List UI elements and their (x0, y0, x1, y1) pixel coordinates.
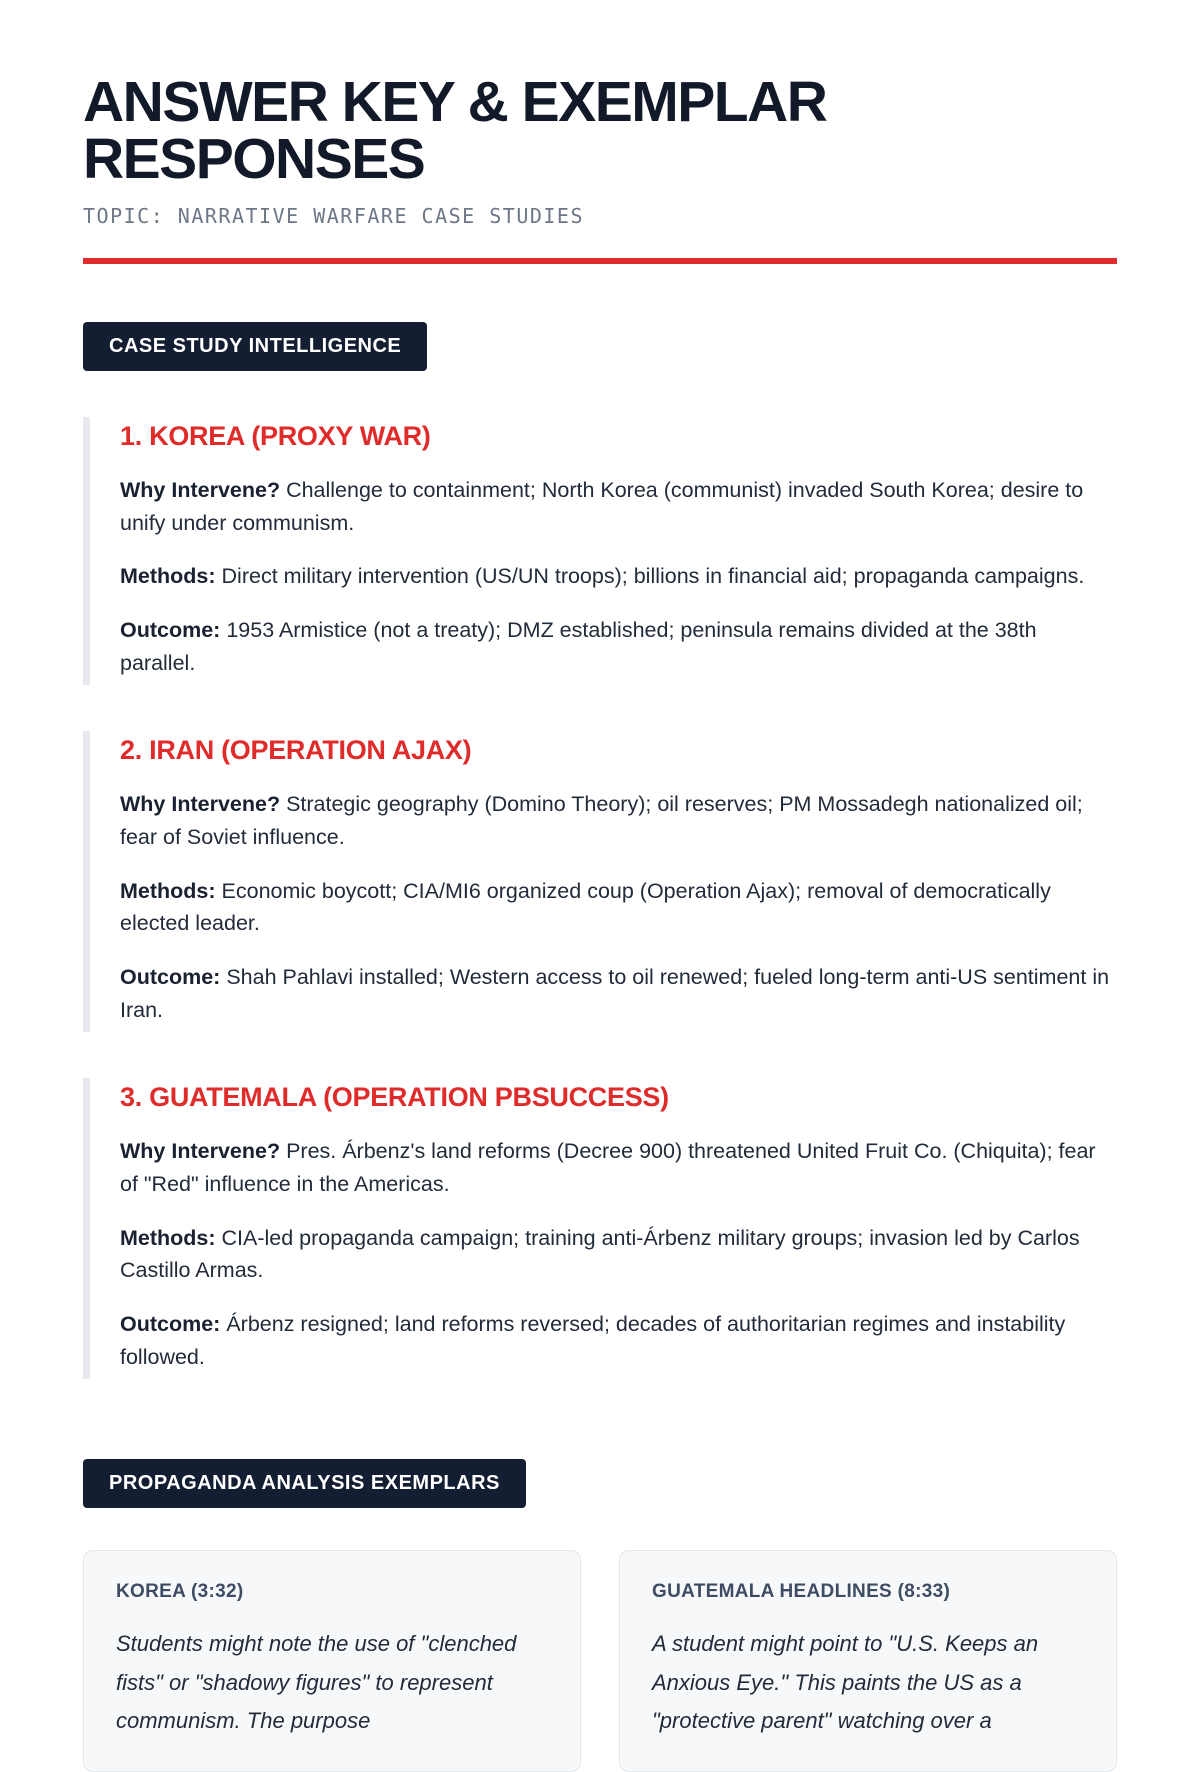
paragraph-text: 1953 Armistice (not a treaty); DMZ established; peninsula remains divided at the 38th parallel. (120, 618, 1037, 675)
case-paragraph-why (120, 788, 1117, 853)
paragraph-text: Economic boycott; CIA/MI6 organized coup (Operation Ajax); removal of democratically elected leader. (120, 878, 1051, 936)
paragraph-label: Methods: (120, 878, 216, 903)
paragraph-text: CIA-led propaganda campaign; training anti-Árbenz military groups; invasion led by Carlos Castillo Armas. (120, 1225, 1080, 1283)
exemplar-cards (83, 1550, 1117, 1772)
case-paragraph-why (120, 474, 1117, 539)
paragraph-label: Why Intervene? (120, 792, 281, 817)
page-subtitle: TOPIC: NARRATIVE WARFARE CASE STUDIES (83, 204, 585, 228)
exemplar-card-korea (83, 1550, 581, 1772)
case-paragraph-why (120, 1135, 1117, 1200)
case-study-korea (83, 417, 1117, 685)
case-heading: 2. IRAN (OPERATION AJAX) (120, 735, 472, 766)
case-study-guatemala (83, 1078, 1117, 1379)
case-paragraph-methods (120, 1222, 1117, 1287)
case-heading: 3. GUATEMALA (OPERATION PBSUCCESS) (120, 1082, 669, 1113)
case-paragraph-outcome (120, 961, 1117, 1026)
case-study-iran (83, 731, 1117, 1032)
paragraph-text: Challenge to containment; North Korea (communist) invaded South Korea; desire to unify under communism. (120, 478, 1084, 535)
paragraph-label: Methods: (120, 1225, 216, 1250)
paragraph-label: Why Intervene? (120, 1139, 281, 1164)
case-paragraph-methods (120, 560, 1117, 593)
section-badge-case-study: CASE STUDY INTELLIGENCE (83, 322, 427, 371)
paragraph-text: Direct military intervention (US/UN troops); billions in financial aid; propaganda campaigns. (215, 564, 1085, 589)
exemplar-card-guatemala (619, 1550, 1117, 1772)
paragraph-label: Outcome: (120, 1312, 221, 1337)
card-title: KOREA (3:32) (116, 1581, 244, 1603)
section-badge-exemplars: PROPAGANDA ANALYSIS EXEMPLARS (83, 1459, 526, 1508)
paragraph-label: Outcome: (120, 965, 221, 990)
case-heading: 1. KOREA (PROXY WAR) (120, 421, 431, 451)
card-text: A student might point to "U.S. Keeps an Anxious Eye." This paints the US as a "protective parent" watching over a (652, 1631, 1039, 1734)
case-paragraph-outcome (120, 1308, 1117, 1373)
case-paragraph-methods (120, 875, 1117, 940)
card-title: GUATEMALA HEADLINES (8:33) (652, 1581, 951, 1603)
page-title: ANSWER KEY & EXEMPLAR RESPONSES (83, 70, 827, 191)
paragraph-label: Outcome: (120, 618, 221, 643)
card-text: Students might note the use of "clenched fists" or "shadowy figures" to represent communism. The purpose (116, 1631, 517, 1734)
paragraph-label: Why Intervene? (120, 478, 281, 502)
paragraph-text: Árbenz resigned; land reforms reversed; decades of authoritarian regimes and instability followed. (120, 1312, 1066, 1369)
paragraph-text: Strategic geography (Domino Theory); oil reserves; PM Mossadegh nationalized oil; fear of Soviet influence. (120, 792, 1083, 850)
case-paragraph-outcome (120, 614, 1117, 679)
paragraph-text: Shah Pahlavi installed; Western access to oil renewed; fueled long-term anti-US sentiment in Iran. (120, 965, 1110, 1022)
paragraph-label: Methods: (120, 564, 216, 589)
paragraph-text: Pres. Árbenz's land reforms (Decree 900) threatened United Fruit Co. (Chiquita); fear of "Red" influence in the Americas. (120, 1139, 1096, 1197)
